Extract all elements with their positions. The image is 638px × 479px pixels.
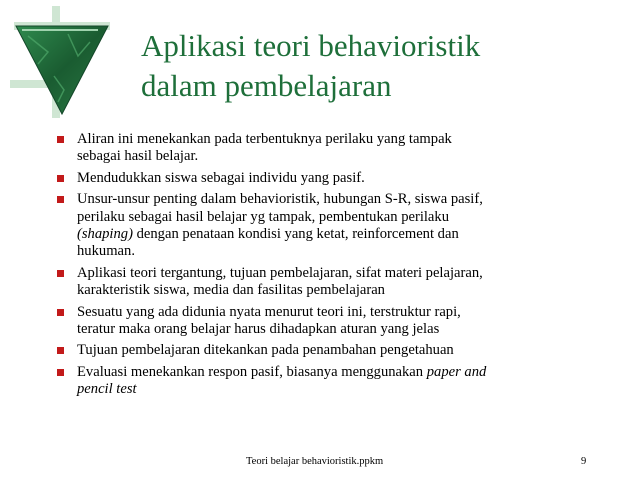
slide-title-line-1: Aplikasi teori behavioristik	[141, 28, 481, 63]
bullet-item	[55, 170, 595, 187]
bullet-text-line: hukuman.	[77, 243, 135, 260]
bullet-list	[55, 131, 595, 403]
slide-title-line-2: dalam pembelajaran	[141, 68, 392, 103]
bullet-text-line: Aliran ini menekankan pada terbentuknya perilaku yang tampak	[77, 131, 452, 147]
bullet-square-icon	[57, 175, 64, 182]
bullet-text-line: pencil test	[77, 381, 137, 398]
bullet-square-icon	[57, 309, 64, 316]
bullet-text-line: Mendudukkan siswa sebagai individu yang pasif.	[77, 169, 365, 186]
bullet-item	[55, 364, 595, 399]
bullet-text-line: sebagai hasil belajar.	[77, 148, 199, 165]
bullet-item	[55, 191, 595, 261]
bullet-square-icon	[57, 270, 64, 277]
bullet-square-icon	[57, 196, 64, 203]
bullet-item	[55, 131, 595, 166]
bullet-text-line: Evaluasi menekankan respon pasif, biasanya menggunakan paper and	[77, 363, 487, 380]
bullet-text-line: perilaku sebagai hasil belajar yg tampak, pembentukan perilaku	[77, 208, 450, 225]
footer-filename: Teori belajar behavioristik.ppkm	[246, 456, 384, 467]
bullet-text-line: Sesuatu yang ada didunia nyata menurut teori ini, terstruktur rapi,	[77, 303, 461, 320]
bullet-item	[55, 304, 595, 339]
bullet-text-line: Unsur-unsur penting dalam behavioristik, hubungan S-R, siswa pasif,	[77, 191, 483, 208]
bullet-text-line: (shaping) dengan penataan kondisi yang ketat, reinforcement dan	[77, 226, 459, 243]
slide-number: 9	[581, 456, 587, 467]
bullet-text-line: karakteristik siswa, media dan fasilitas pembelajaran	[77, 282, 385, 299]
bullet-item	[55, 265, 595, 300]
bullet-square-icon	[57, 136, 64, 143]
bullet-text-line: Tujuan pembelajaran ditekankan pada penambahan pengetahuan	[77, 342, 454, 359]
bullet-text-line: teratur maka orang belajar harus dihadapkan aturan yang jelas	[77, 321, 440, 338]
bullet-text-line: Aplikasi teori tergantung, tujuan pembelajaran, sifat materi pelajaran,	[77, 264, 483, 281]
slide-logo-icon	[8, 6, 112, 118]
bullet-square-icon	[57, 369, 64, 376]
bullet-item	[55, 342, 595, 359]
slide-title	[141, 26, 480, 106]
bullet-square-icon	[57, 347, 64, 354]
